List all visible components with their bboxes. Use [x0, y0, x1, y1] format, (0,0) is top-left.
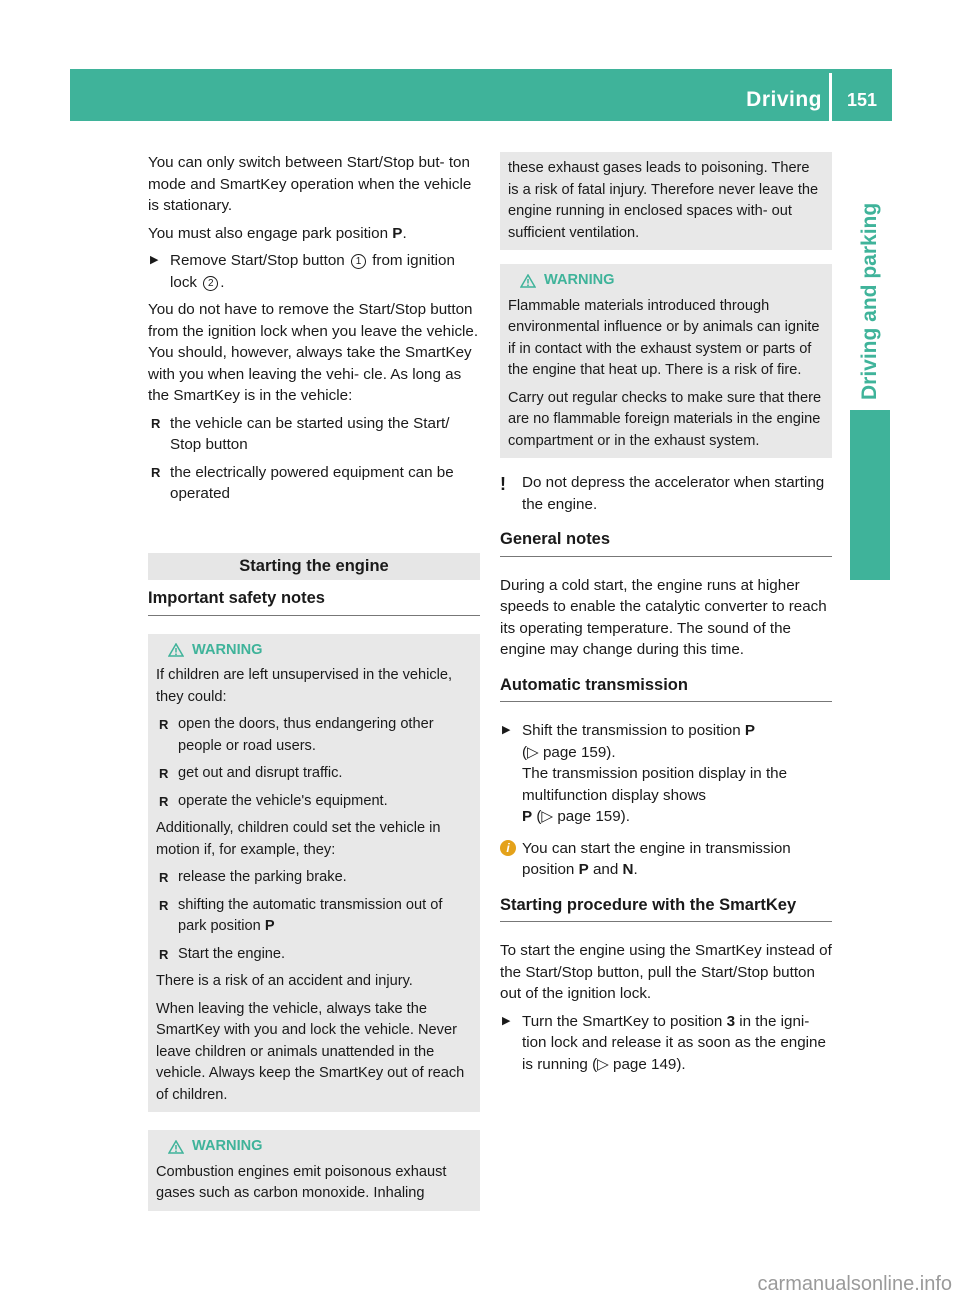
left-column: [148, 152, 480, 1225]
warning-header: WARNING: [156, 640, 472, 662]
warning-triangle-icon: [520, 274, 536, 288]
list-item: R get out and disrupt traffic.: [156, 763, 472, 785]
list-item: R the electrically powered equipment can be operated: [148, 462, 480, 505]
step-turn-smartkey: ▶ Turn the SmartKey to position 3 in the igni- tion lock and release it as soon as the engine is running (▷ page 149).: [500, 1011, 832, 1076]
callout-2: 2: [203, 276, 218, 291]
paragraph-park-position: You must also engage park position P.: [148, 224, 407, 242]
list-item: R Start the engine.: [156, 944, 472, 966]
list-item: R shifting the automatic transmission out of park position P: [156, 895, 472, 938]
list-item: R open the doors, thus endangering other people or road users.: [156, 714, 472, 757]
warning-text: Combustion engines emit poisonous exhaust gases such as carbon monoxide. Inhaling: [156, 1163, 447, 1201]
warning-box-exhaust: [148, 1130, 480, 1211]
subheading-safety-notes: Important safety notes: [148, 588, 480, 616]
list-item: R operate the vehicle's equipment.: [156, 791, 472, 813]
callout-1: 1: [351, 254, 366, 269]
side-tab: [850, 202, 890, 400]
warning-box-exhaust-continued: [500, 152, 832, 250]
paragraph-smartkey-start: To start the engine using the SmartKey instead of the Start/Stop button, pull the Start/Stop button out of the ignition lock.: [500, 942, 832, 1002]
section-title: Starting the engine: [148, 553, 480, 581]
warning-text: Additionally, children could set the vehicle in motion if, for example, they:: [156, 820, 441, 858]
info-note: i You can start the engine in transmission position P and N.: [500, 838, 832, 881]
header-divider: [829, 73, 832, 121]
caution-exclamation-icon: !: [500, 474, 506, 494]
right-column: [500, 152, 832, 1081]
caution-note: ! Do not depress the accelerator when starting the engine.: [500, 474, 825, 513]
side-tab-block: [850, 410, 890, 580]
warning-triangle-icon: [168, 1140, 184, 1154]
subheading-automatic-transmission: Automatic transmission: [500, 675, 832, 703]
warning-text: Flammable materials introduced through environmental influence or by animals can ignite if in contact with the exhaust system or parts of the engine that heat up. There is a risk of fire.: [508, 297, 820, 378]
page-number: 151: [846, 90, 878, 110]
header-bar: [70, 69, 892, 121]
warning-text: Carry out regular checks to make sure that there are no flammable foreign materials in the engine compartment or in the exhaust system.: [508, 389, 822, 449]
step-shift-transmission: ▶ Shift the transmission to position P (▷ page 159). The transmission position display in the multifunction display shows P (▷ page 159).: [500, 720, 832, 828]
paragraph-smartkey-note: You do not have to remove the Start/Stop button from the ignition lock when you leave the vehicle. You should, however, always take the SmartKey with you when leaving the vehi- cle. As long as the SmartKey is in the vehicle:: [148, 301, 479, 404]
warning-text: When leaving the vehicle, always take the SmartKey with you and lock the vehicle. Never leave children or animals unattended in the vehicle. Always keep the SmartKey out of reach of children.: [156, 1000, 465, 1103]
warning-header: WARNING: [508, 270, 824, 292]
paragraph-general-notes: During a cold start, the engine runs at higher speeds to enable the catalytic converter to reach its operating temperature. The sound of the engine may change during this time.: [500, 576, 827, 658]
paragraph-switch-mode: You can only switch between Start/Stop but- ton mode and SmartKey operation when the vehicle is stationary.: [148, 154, 472, 214]
warning-box-children: [148, 634, 480, 1113]
side-tab-label: Driving and parking: [858, 202, 881, 400]
watermark: carmanualsonline.info: [757, 1273, 952, 1295]
page-header-title: Driving: [746, 88, 822, 111]
list-item: R release the parking brake.: [156, 867, 472, 889]
step-remove-button: ▶ Remove Start/Stop button 1 from ignition lock 2 .: [148, 250, 480, 293]
warning-triangle-icon: [168, 643, 184, 657]
subheading-smartkey-start: Starting procedure with the SmartKey: [500, 895, 832, 923]
warning-text: these exhaust gases leads to poisoning. There is a risk of fatal injury. Therefore never leave the engine running in enclosed spaces with- out sufficient ventilation.: [508, 160, 819, 241]
warning-text: If children are left unsupervised in the vehicle, they could:: [156, 667, 453, 705]
warning-text: There is a risk of an accident and injury.: [156, 973, 413, 989]
list-item: R the vehicle can be started using the Start/ Stop button: [148, 413, 480, 456]
warning-box-flammable: [500, 264, 832, 458]
warning-header: WARNING: [156, 1136, 472, 1158]
info-icon: i: [500, 840, 516, 856]
subheading-general-notes: General notes: [500, 529, 832, 557]
